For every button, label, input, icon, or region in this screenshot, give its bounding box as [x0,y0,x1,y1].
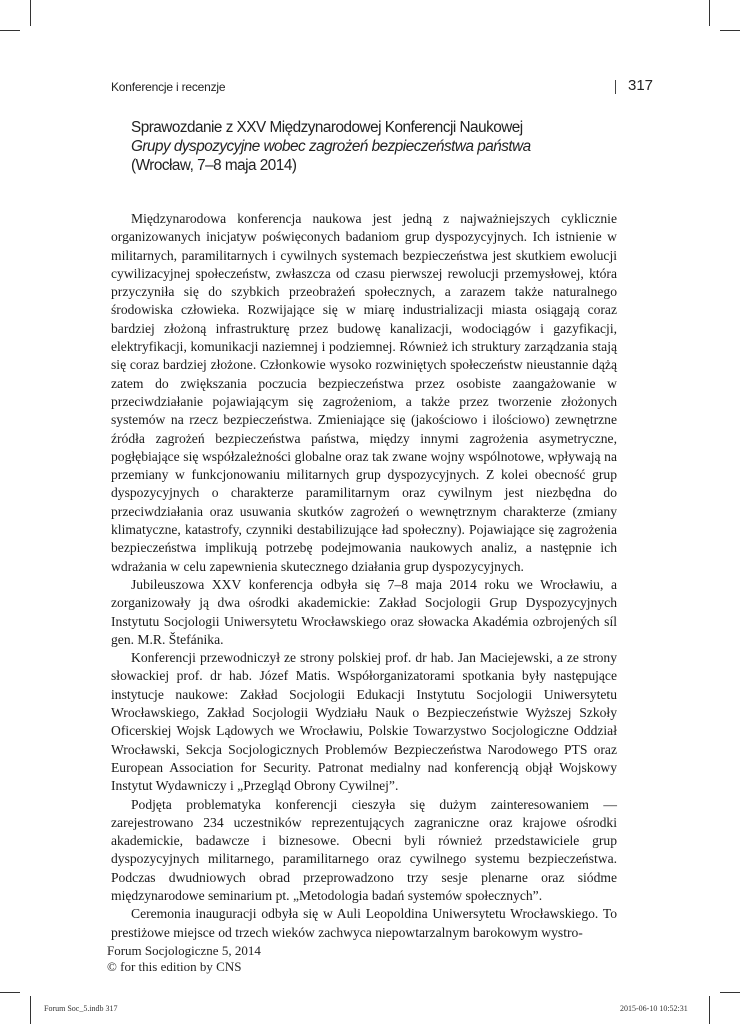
footer-journal: Forum Socjologiczne 5, 2014 [107,943,261,958]
paragraph-4: Podjęta problematyka konferencji cieszyła się dużym zainteresowaniem — zarejestrowano 234 uczestników reprezentujących zagraniczne oraz krajowe ośrodki akademickie, badawcze i biznesowe. Obecni byli również przedstawiciele grup dyspozycyjnych militarnego, paramilitarnego oraz cywilnego systemu bezpieczeństwa. Podczas dwudniowych obrad przeprowadzono trzy sesje plenarne oraz siódme międzynarodowe seminarium pt. „Metodologia badań systemów społecznych”. [111,796,617,903]
paragraph-2: Jubileuszowa XXV konferencja odbyła się 7–8 maja 2014 roku we Wrocławiu, a zorganizowały ją dwa ośrodki akademickie: Zakład Socjologii Grup Dyspozycyjnych Instytutu Socjologii Uniwersytetu Wrocławskiego oraz słowacka Akadémia ozbrojených síl gen. M.R. Štefánika. [111,576,617,647]
crop-mark-top-right [709,0,710,26]
crop-mark-bottom-right-h [720,992,740,993]
crop-mark-top-left [30,0,31,26]
crop-mark-top-left-h [0,30,20,31]
header-divider [615,80,616,94]
running-header: Konferencje i recenzje [111,80,226,94]
page-number: 317 [628,77,654,94]
title-line-3: (Wrocław, 7–8 maja 2014) [131,157,297,174]
print-slug-timestamp: 2015-06-10 10:52:31 [620,1004,688,1013]
crop-mark-bottom-left [30,996,31,1024]
crop-mark-bottom-right [709,996,710,1024]
title-line-2: Grupy dyspozycyjne wobec zagrożeń bezpieczeństwa państwa [131,138,531,155]
article-body [111,210,617,942]
article-title [131,118,611,175]
crop-mark-top-right-h [720,30,740,31]
paragraph-1: Międzynarodowa konferencja naukowa jest jedną z najważniejszych cyklicznie organizowanych inicjatyw poświęconych badaniom grup dyspozycyjnych. Ich istnienie w militarnych, paramilitarnych i cywilnych systemach bezpieczeństwa jest skutkiem ewolucji cywilizacyjnej społeczeństw, zwłaszcza od czasu pierwszej rewolucji przemysłowej, która przyczyniła się do szybkich przeobrażeń społecznych, a zarazem także naturalnego środowiska człowieka. Rozwijające się w miarę industrializacji miasta osiągają coraz bardziej złożoną infrastrukturę przez budowę kanalizacji, wodociągów i gazyfikacji, elektryfikacji, komunikacji naziemnej i podziemnej. Również ich struktury zarządzania stają się coraz bardziej złożone. Członkowie wysoko rozwiniętych społeczeństw nieustannie dążą zatem do zwiększania poczucia bezpieczeństwa przez osobiste zaangażowanie w przeciwdziałanie pojawiającym się zagrożeniom, a także przez tworzenie złożonych systemów na rzecz bezpieczeństwa. Zmieniające się (jakościowo i ilościowo) zewnętrzne źródła zagrożeń bezpieczeństwa państwa, między innymi zagrożenia asymetryczne, pogłębiające się współzależności globalne oraz tak zwane wojny wspólnotowe, wpływają na przemiany w funkcjonowaniu militarnych grup dyspozycyjnych. Z kolei obecność grup dyspozycyjnych o charakterze paramilitarnym oraz cywilnym jest niezbędna do przeciwdziałania oraz usuwania skutków zagrożeń o wewnętrznym charakterze (zmiany klimatyczne, katastrofy, czynniki destabilizujące ład społeczny). Pojawiające się zagrożenia bezpieczeństwa implikują potrzebę podejmowania naukowych analiz, a następnie ich wdrażania w celu zapewnienia skutecznego działania grup dyspozycyjnych. [111,211,617,574]
paragraph-3: Konferencji przewodniczył ze strony polskiej prof. dr hab. Jan Maciejewski, a ze strony słowackiej prof. dr hab. Józef Matis. Współorganizatorami spotkania były następujące instytucje naukowe: Zakład Socjologii Edukacji Instytutu Socjologii Uniwersytetu Wrocławskiego, Zakład Socjologii Wydziału Nauk o Bezpieczeństwie Wyższej Szkoły Oficerskiej Wojsk Lądowych we Wrocławiu, Polskie Towarzystwo Socjologiczne Oddział Wrocławski, Sekcja Socjologicznych Problemów Bezpieczeństwa Narodowego PTS oraz European Association for Security. Patronat medialny nad konferencją objął Wojskowy Instytut Wydawniczy i „Przegląd Obrony Cywilnej”. [111,650,617,794]
footer-copyright: © for this edition by CNS [107,959,242,974]
print-slug-file: Forum Soc_5.indb 317 [44,1004,118,1013]
crop-mark-bottom-left-h [0,992,20,993]
paragraph-5: Ceremonia inauguracji odbyła się w Auli Leopoldina Uniwersytetu Wrocławskiego. To prestiżowe miejsce od trzech wieków zachwyca niepowtarzalnym barokowym wystro- [111,906,617,940]
title-line-1: Sprawozdanie z XXV Międzynarodowej Konferencji Naukowej [131,119,523,136]
page-footer [107,943,261,975]
